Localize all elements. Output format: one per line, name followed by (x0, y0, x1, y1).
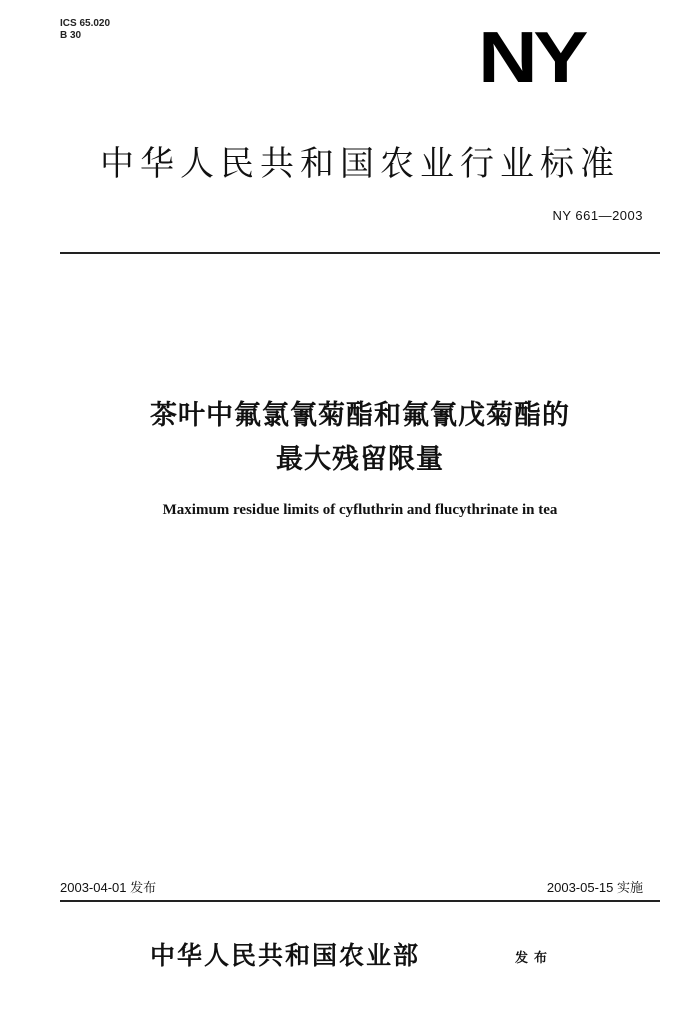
category-code: B 30 (60, 30, 82, 41)
classification-codes (60, 18, 110, 42)
issue-date: 2003-04-01 发布 (60, 880, 157, 895)
standard-series-title: 中华人民共和国农业行业标准 (100, 144, 620, 184)
ics-code: ICS 65.020 (60, 18, 111, 29)
issue-label: 发布 (515, 951, 554, 966)
issuing-authority: 中华人民共和国农业部 (150, 941, 421, 970)
header-divider (60, 252, 660, 254)
document-title-cn-line2: 最大残留限量 (276, 444, 444, 475)
document-title-en: Maximum residue limits of cyfluthrin and flucythrinate in tea (162, 502, 558, 518)
ny-logo: NY (478, 18, 584, 98)
implementation-date: 2003-05-15 实施 (546, 880, 643, 895)
footer-divider (60, 900, 660, 902)
document-title-cn-line1: 茶叶中氟氯氰菊酯和氟氰戊菊酯的 (150, 400, 570, 431)
standard-number: NY 661—2003 (552, 208, 643, 223)
